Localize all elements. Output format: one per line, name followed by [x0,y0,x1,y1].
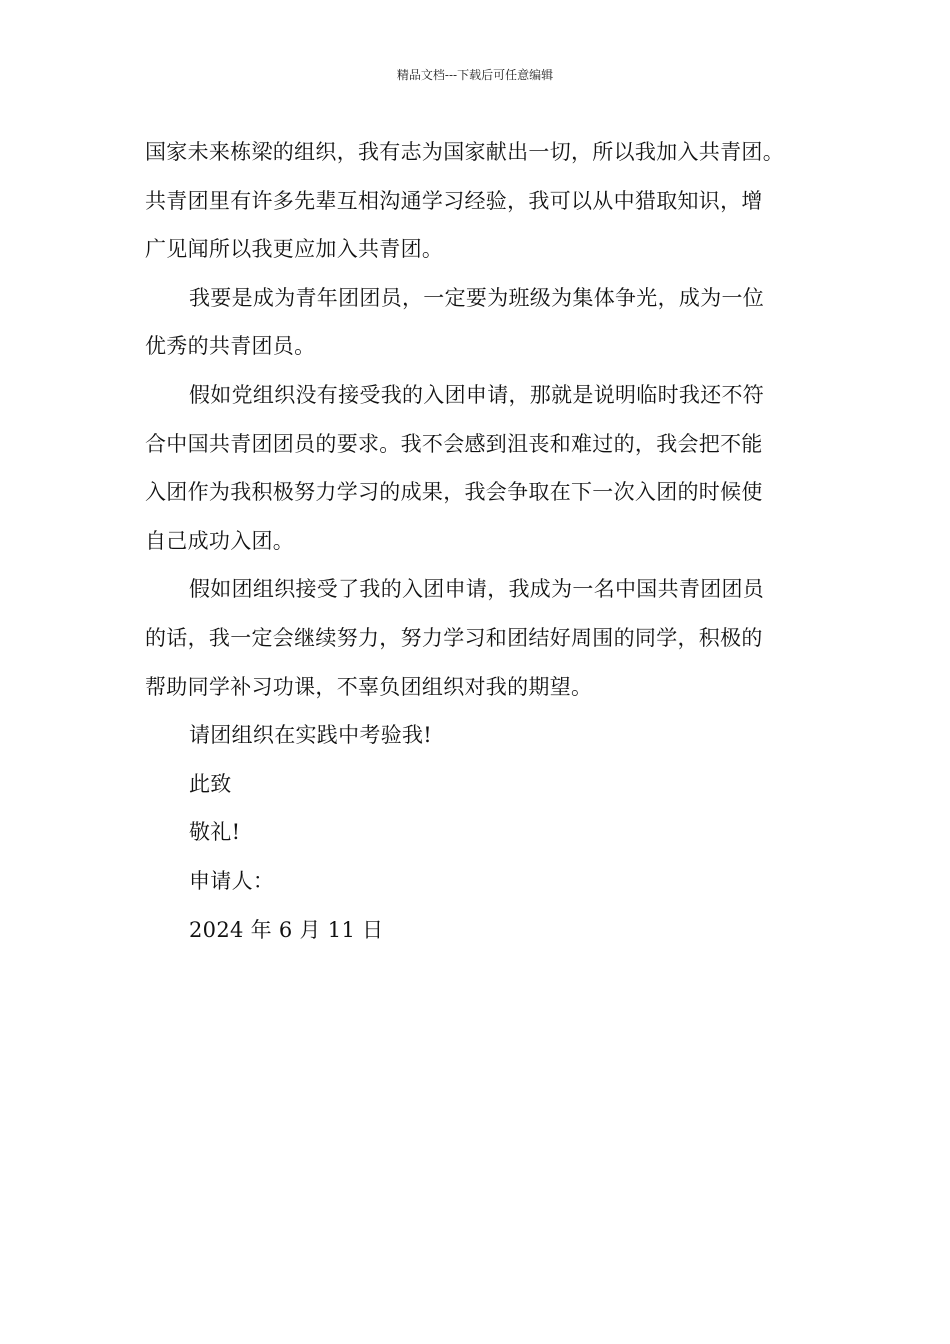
body-line: 我要是成为青年团团员，一定要为班级为集体争光，成为一位 [189,285,765,310]
closing-request: 请团组织在实践中考验我! [189,723,433,748]
applicant-label: 申请人： [189,868,275,893]
document-body [145,132,825,958]
body-line: 帮助同学补习功课，不辜负团组织对我的期望。 [145,674,593,699]
date: 2024 年 6 月 11 日 [189,917,384,942]
salutation-jingli: 敬礼! [189,820,241,845]
body-line: 假如团组织接受了我的入团申请，我成为一名中国共青团团员 [189,577,765,602]
body-line: 自己成功入团。 [145,528,295,553]
body-line: 合中国共青团团员的要求。我不会感到沮丧和难过的，我会把不能 [145,431,763,456]
body-line: 国家未来栋梁的组织，我有志为国家献出一切，所以我加入共青团。 [145,140,784,164]
body-line: 假如党组织没有接受我的入团申请，那就是说明临时我还不符 [189,382,765,407]
salutation-cizhi: 此致 [189,771,232,796]
body-line: 优秀的共青团员。 [145,334,316,359]
body-line: 广见闻所以我更应加入共青团。 [145,237,444,262]
page-header: 精品文档---下载后可任意编辑 [396,68,554,82]
body-line: 入团作为我积极努力学习的成果，我会争取在下一次入团的时候使 [145,480,763,505]
body-line: 共青团里有许多先辈互相沟通学习经验，我可以从中猎取知识，增 [145,188,763,213]
body-line: 的话，我一定会继续努力，努力学习和团结好周围的同学，积极的 [145,625,763,650]
